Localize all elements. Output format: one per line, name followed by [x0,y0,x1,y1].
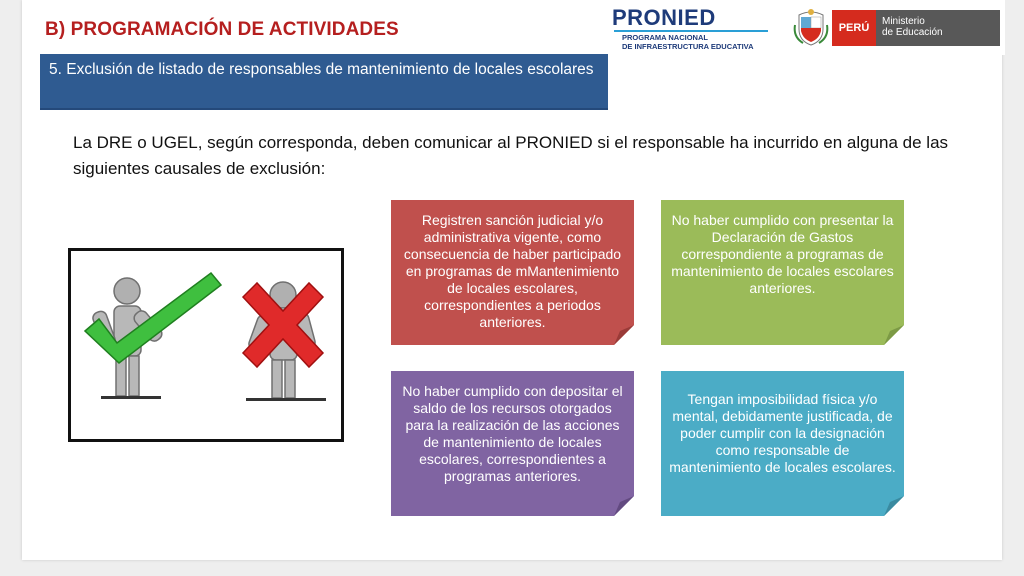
pronied-logo-subtitle [622,33,754,51]
peru-label: PERÚ [832,10,876,46]
cause-card-4-text: Tengan imposibilidad física y/o mental, debidamente justificada, de poder cumplir con la designación como responsable de mantenimiento de locales escolares. [669,391,896,475]
page-fold-icon [884,325,904,345]
peru-coat-of-arms-icon [793,7,829,47]
ministry-label [876,10,1000,46]
cause-card-3-text: No haber cumplido con depositar el saldo de los recursos otorgados para la realización de las acciones de mantenimiento de locales escolares, correspondientes a programas anteriores. [402,383,623,484]
slide-title: B) PROGRAMACIÓN DE ACTIVIDADES [45,19,399,40]
cause-card-2-text: No haber cumplido con presentar la Declaración de Gastos correspondiente a programas de mantenimiento de locales escolares anteriores. [671,212,894,296]
ministry-label-line-1: Ministerio [882,16,925,27]
ministry-label-line-2: de Educación [882,27,943,38]
figure-approved [85,273,221,399]
page-fold-icon [614,325,634,345]
page-fold-icon [884,496,904,516]
pronied-logo-subtitle-line-2: DE INFRAESTRUCTURA EDUCATIVA [622,42,754,51]
figure-rejected [243,282,326,401]
cause-card-1 [391,200,634,345]
pronied-logo-underline [614,30,768,32]
pronied-logo [612,5,770,51]
cause-card-3 [391,371,634,516]
approve-reject-illustration [68,248,344,442]
intro-paragraph: La DRE o UGEL, según corresponda, deben comunicar al PRONIED si el responsable ha incurrido en alguna de las siguientes causales de exclusión: [73,133,949,178]
pronied-logo-name: PRONIED [612,5,716,30]
cause-card-1-text: Registren sanción judicial y/o administrativa vigente, como consecuencia de haber participado en programas de mMantenimiento de locales escolares, correspondientes a periodos anteriores. [403,212,622,330]
pronied-logo-subtitle-line-1: PROGRAMA NACIONAL [622,33,708,42]
section-banner: 5. Exclusión de listado de responsables de mantenimiento de locales escolares [40,54,608,110]
cause-card-2 [661,200,904,345]
page-fold-icon [614,496,634,516]
cause-card-4 [661,371,904,516]
